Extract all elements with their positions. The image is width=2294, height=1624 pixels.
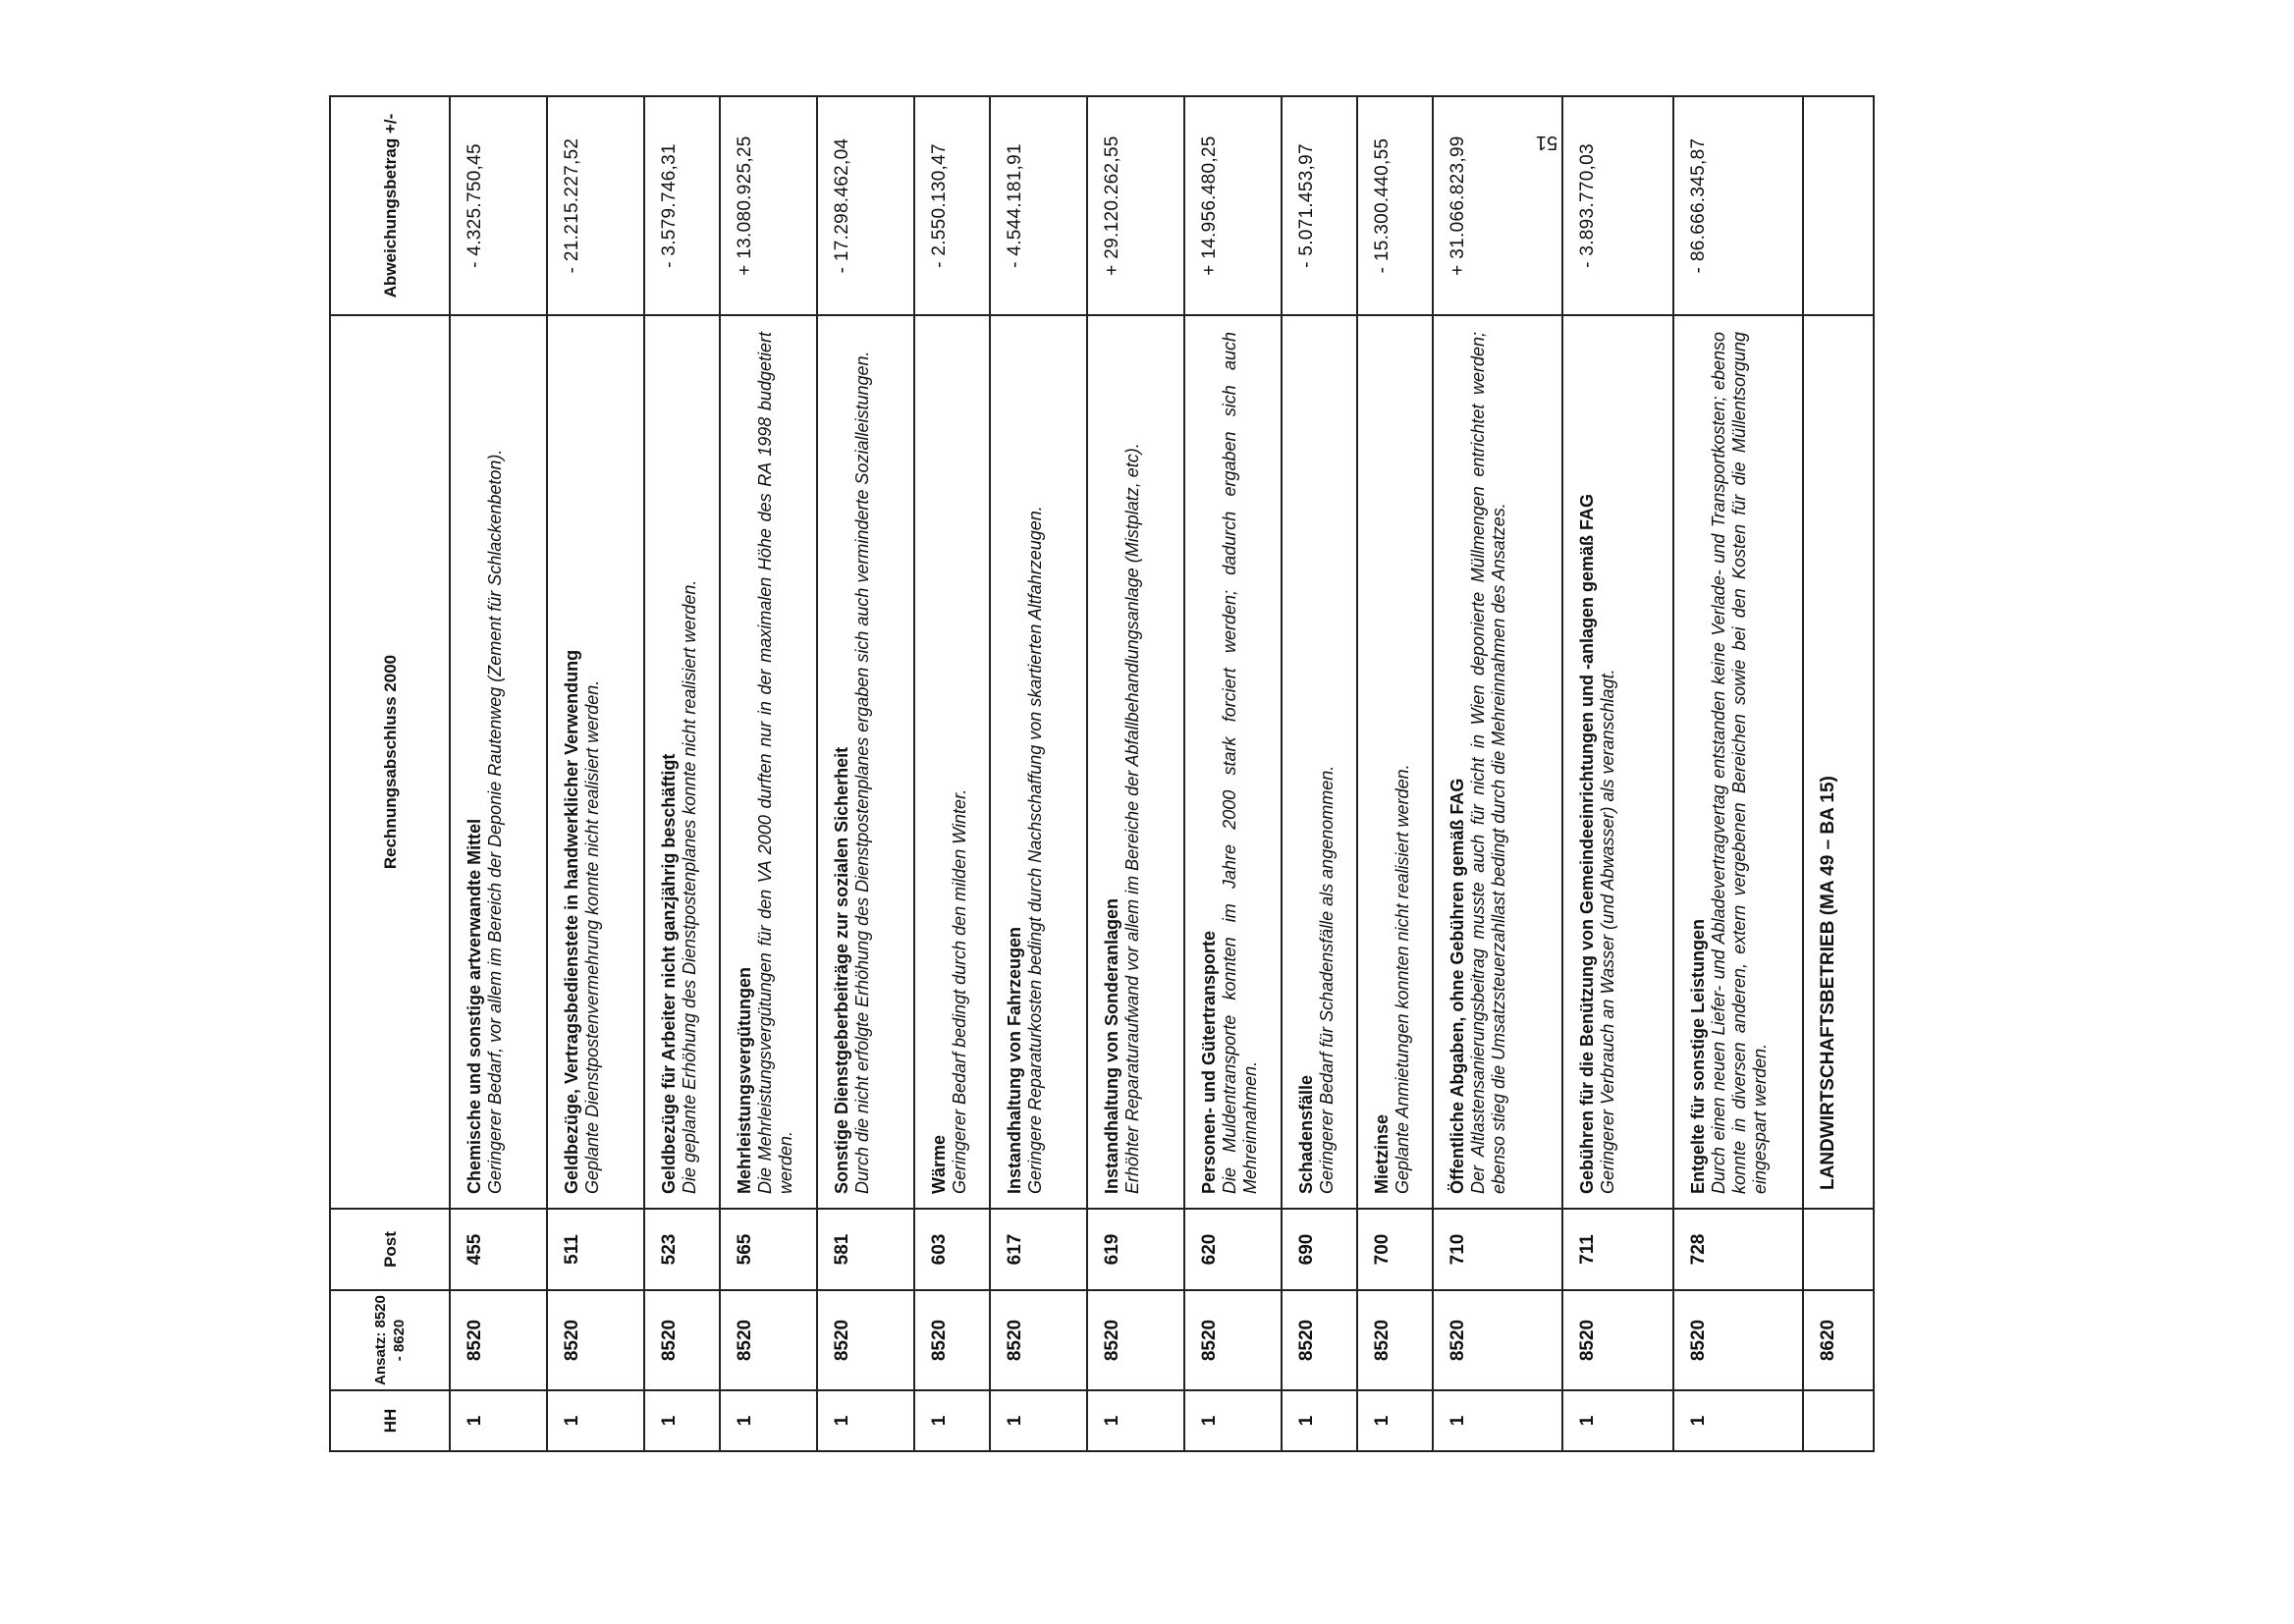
header-hh: HH [330, 1390, 450, 1451]
ansatz-cell: 8520 [1433, 1290, 1562, 1390]
header-ansatz: Ansatz: 8520 - 8620 [330, 1290, 450, 1390]
description-cell [450, 315, 547, 1209]
entry-explanation: Die Muldentransporte konnten im Jahre 2000 stark forciert werden; dadurch ergaben sich auch Mehreinnahmen. [1220, 332, 1260, 1194]
description-cell [547, 315, 644, 1209]
entry-explanation: Die geplante Erhöhung des Dienstpostenplanes konnte nicht realisiert werden. [680, 579, 699, 1194]
amount-cell: - 15.300.440,55 [1357, 96, 1433, 315]
entry-explanation: Durch die nicht erfolgte Erhöhung des Dienstpostenplanes ergaben sich auch verminderte Sozialleistungen. [852, 351, 872, 1194]
description-cell [1087, 315, 1184, 1209]
description-cell [1184, 315, 1282, 1209]
post-cell: 523 [644, 1209, 720, 1290]
entry-explanation: Erhöhter Reparaturaufwand vor allem im Bereiche der Abfallbehandlungsanlage (Mistplatz, etc). [1122, 443, 1142, 1194]
table-row [1282, 96, 1357, 1451]
description-cell [1357, 315, 1433, 1209]
ansatz-cell: 8520 [644, 1290, 720, 1390]
entry-title: Geldbezüge, Vertragsbedienstete in handwerklicher Verwendung [562, 649, 581, 1194]
entry-explanation: Geringere Reparaturkosten bedingt durch Nachschaffung von skartierten Altfahrzeugen. [1025, 506, 1045, 1194]
hh-cell: 1 [990, 1390, 1087, 1451]
entry-explanation: Geringerer Bedarf für Schadensfälle als angenommen. [1317, 765, 1337, 1194]
section-title: LANDWIRTSCHAFTSBETRIEB (MA 49 – BA 15) [1803, 315, 1874, 1209]
ansatz-cell: 8520 [990, 1290, 1087, 1390]
post-cell: 710 [1433, 1209, 1562, 1290]
description-cell [914, 315, 990, 1209]
post-cell: 690 [1282, 1209, 1357, 1290]
description-cell [817, 315, 914, 1209]
table-row [1673, 96, 1803, 1451]
table-row [1562, 96, 1673, 1451]
hh-cell: 1 [1562, 1390, 1673, 1451]
post-cell: 511 [547, 1209, 644, 1290]
hh-cell: 1 [1433, 1390, 1562, 1451]
amount-cell: - 4.544.181,91 [990, 96, 1087, 315]
entry-explanation: Geplante Anmietungen konnten nicht realisiert werden. [1393, 764, 1412, 1194]
ansatz-cell: 8520 [914, 1290, 990, 1390]
entry-title: Chemische und sonstige artverwandte Mittel [464, 818, 484, 1194]
page-number: 51 [1535, 132, 1558, 153]
hh-cell [1803, 1390, 1874, 1451]
amount-cell: - 17.298.462,04 [817, 96, 914, 315]
header-amount: Abweichungsbetrag +/- [330, 96, 450, 315]
table-row [914, 96, 990, 1451]
amount-cell: - 5.071.453,97 [1282, 96, 1357, 315]
hh-cell: 1 [1087, 1390, 1184, 1451]
post-cell: 620 [1184, 1209, 1282, 1290]
ansatz-cell: 8520 [1673, 1290, 1803, 1390]
ansatz-cell: 8520 [1087, 1290, 1184, 1390]
post-cell: 617 [990, 1209, 1087, 1290]
description-cell [1673, 315, 1803, 1209]
table-row [990, 96, 1087, 1451]
table-row [644, 96, 720, 1451]
hh-cell: 1 [547, 1390, 644, 1451]
section-ansatz: 8620 [1803, 1290, 1874, 1390]
amount-cell: + 31.066.823,99 [1433, 96, 1562, 315]
header-title: Rechnungsabschluss 2000 [330, 315, 450, 1209]
post-cell: 581 [817, 1209, 914, 1290]
ansatz-cell: 8520 [547, 1290, 644, 1390]
amount-cell: - 21.215.227,52 [547, 96, 644, 315]
table-row [817, 96, 914, 1451]
description-cell [720, 315, 817, 1209]
entry-title: Entgelte für sonstige Leistungen [1688, 918, 1708, 1194]
entry-explanation: Die Mehrleistungsvergütungen für den VA 2000 durften nur in der maximalen Höhe des RA 1998 budgetiert werden. [755, 332, 795, 1194]
hh-cell: 1 [720, 1390, 817, 1451]
description-cell [1433, 315, 1562, 1209]
ansatz-cell: 8520 [1184, 1290, 1282, 1390]
header-row [330, 96, 450, 1451]
hh-cell: 1 [1673, 1390, 1803, 1451]
ansatz-cell: 8520 [1562, 1290, 1673, 1390]
entry-title: Schadensfälle [1296, 1074, 1316, 1194]
table-row [1433, 96, 1562, 1451]
section-row [1803, 96, 1874, 1451]
table-row [1357, 96, 1433, 1451]
hh-cell: 1 [1357, 1390, 1433, 1451]
entry-title: Instandhaltung von Fahrzeugen [1005, 926, 1024, 1194]
entry-explanation: Geringerer Bedarf, vor allem im Bereich der Deponie Rautenweg (Zement für Schlackenbeton). [485, 449, 505, 1194]
table-row [547, 96, 644, 1451]
ansatz-cell: 8520 [1357, 1290, 1433, 1390]
budget-table [329, 95, 1875, 1452]
hh-cell: 1 [644, 1390, 720, 1451]
amount-cell: - 3.579.746,31 [644, 96, 720, 315]
post-cell: 728 [1673, 1209, 1803, 1290]
entry-explanation: Geringerer Verbrauch an Wasser (und Abwasser) als veranschlagt. [1598, 669, 1617, 1194]
description-cell [1282, 315, 1357, 1209]
header-post: Post [330, 1209, 450, 1290]
ansatz-cell: 8520 [450, 1290, 547, 1390]
amount-cell: + 29.120.262,55 [1087, 96, 1184, 315]
post-cell: 700 [1357, 1209, 1433, 1290]
entry-explanation: Geringerer Bedarf bedingt durch den milden Winter. [950, 788, 969, 1194]
post-cell: 455 [450, 1209, 547, 1290]
entry-title: Mietzinse [1372, 1113, 1392, 1194]
hh-cell: 1 [450, 1390, 547, 1451]
entry-title: Mehrleistungsvergütungen [735, 966, 754, 1194]
entry-title: Personen- und Gütertransporte [1199, 930, 1219, 1194]
entry-explanation: Geplante Dienstpostenvermehrung konnte nicht realisiert werden. [582, 679, 602, 1194]
hh-cell: 1 [1184, 1390, 1282, 1451]
description-cell [990, 315, 1087, 1209]
entry-title: Öffentliche Abgaben, ohne Gebühren gemäß FAG [1447, 778, 1467, 1194]
entry-title: Geldbezüge für Arbeiter nicht ganzjährig beschäftigt [659, 753, 679, 1194]
table-row [1184, 96, 1282, 1451]
hh-cell: 1 [914, 1390, 990, 1451]
table-row [1087, 96, 1184, 1451]
post-cell: 565 [720, 1209, 817, 1290]
amount-cell: - 2.550.130,47 [914, 96, 990, 315]
entry-title: Instandhaltung von Sonderanlagen [1102, 897, 1121, 1194]
amount-cell: - 3.893.770,03 [1562, 96, 1673, 315]
ansatz-cell: 8520 [817, 1290, 914, 1390]
entry-title: Wärme [929, 1134, 949, 1194]
post-cell [1803, 1209, 1874, 1290]
hh-cell: 1 [1282, 1390, 1357, 1451]
amount-cell [1803, 96, 1874, 315]
description-cell [644, 315, 720, 1209]
table-row [450, 96, 547, 1451]
post-cell: 603 [914, 1209, 990, 1290]
table-row [720, 96, 817, 1451]
entry-explanation: Durch einen neuen Liefer- und Abladevertragvertag entstanden keine Verlade- und Transportkosten; ebenso konnte in diversen anderen, extern vergebenen Bereichen sowie bei den Kosten für die Müllentsorgung eingespart werden. [1709, 332, 1770, 1194]
description-cell [1562, 315, 1673, 1209]
ansatz-cell: 8520 [720, 1290, 817, 1390]
entry-title: Sonstige Dienstgeberbeiträge zur sozialen Sicherheit [832, 746, 851, 1194]
post-cell: 711 [1562, 1209, 1673, 1290]
amount-cell: + 14.956.480,25 [1184, 96, 1282, 315]
amount-cell: - 86.666.345,87 [1673, 96, 1803, 315]
entry-explanation: Der Altlastensanierungsbeitrag musste auch für nicht in Wien deponierte Müllmengen entrichtet werden; ebenso stieg die Umsatzsteuerzahllast bedingt durch die Mehreinnahmen des Ansatzes. [1468, 332, 1508, 1194]
post-cell: 619 [1087, 1209, 1184, 1290]
amount-cell: - 4.325.750,45 [450, 96, 547, 315]
entry-title: Gebühren für die Benützung von Gemeindeeinrichtungen und -anlagen gemäß FAG [1577, 493, 1597, 1194]
hh-cell: 1 [817, 1390, 914, 1451]
amount-cell: + 13.080.925,25 [720, 96, 817, 315]
ansatz-cell: 8520 [1282, 1290, 1357, 1390]
